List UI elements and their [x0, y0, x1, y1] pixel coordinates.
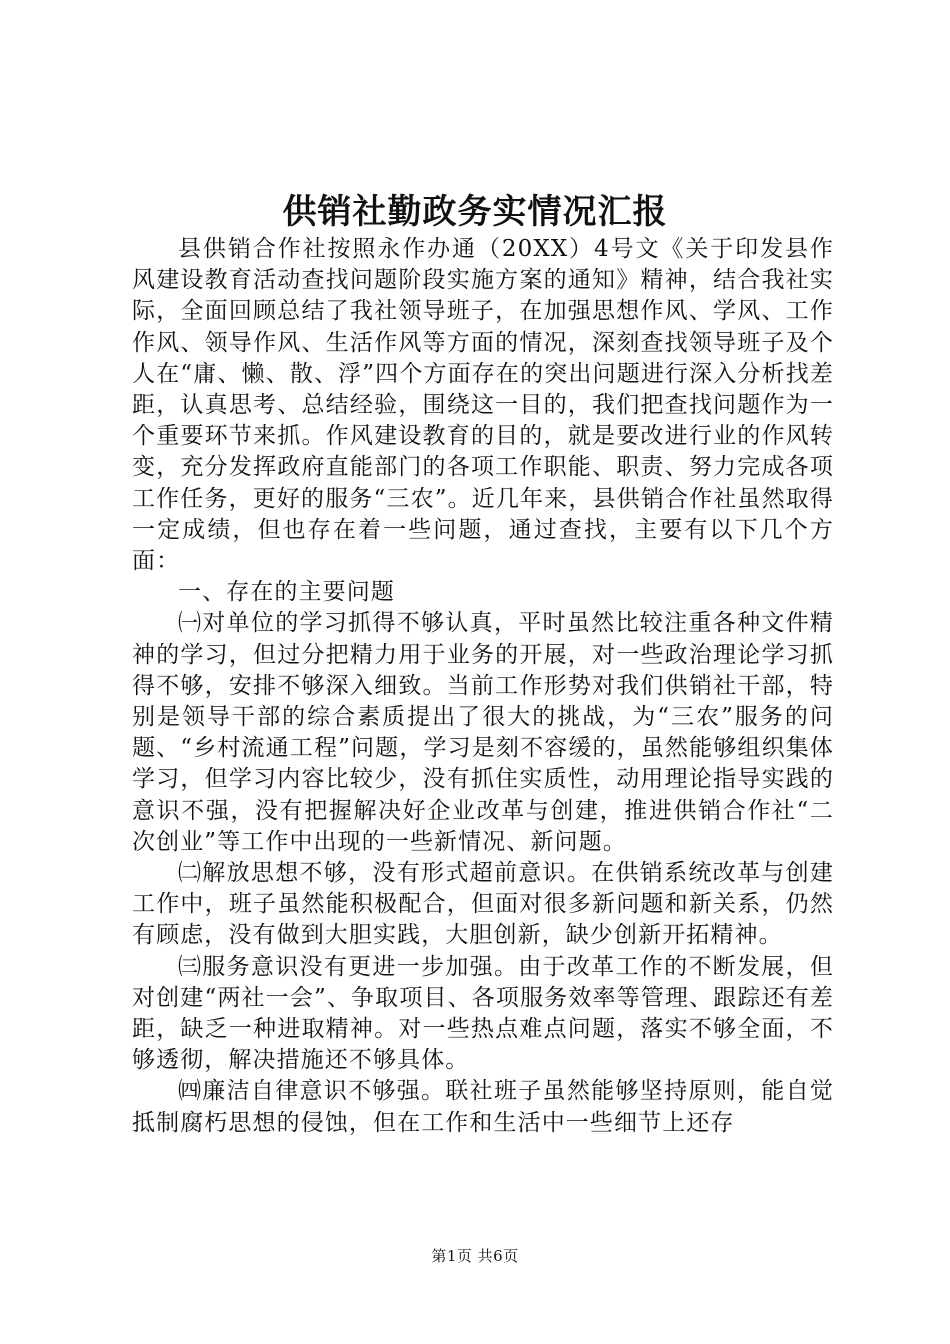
paragraph-item-2: ㈡解放思想不够，没有形式超前意识。在供销系统改革与创建工作中，班子虽然能积极配合，但面对很多新问题和新关系，仍然有顾虑，没有做到大胆实践，大胆创新，缺少创新开拓精神。	[132, 860, 834, 949]
document-body	[132, 234, 834, 1139]
page-footer: 第1页 共6页	[431, 1247, 519, 1265]
paragraph-item-4: ㈣廉洁自律意识不够强。联社班子虽然能够坚持原则，能自觉抵制腐朽思想的侵蚀，但在工作和生活中一些细节上还存	[132, 1078, 834, 1136]
paragraph-item-3: ㈢服务意识没有更进一步加强。由于改革工作的不断发展，但对创建“两社一会”、争取项目、各项服务效率等管理、跟踪还有差距，缺乏一种进取精神。对一些热点难点问题，落实不够全面，不够透彻，解决措施还不够具体。	[132, 953, 834, 1074]
document-title: 供销社勤政务实情况汇报	[282, 192, 668, 232]
intro-paragraph: 县供销合作社按照永作办通（20XX）4号文《关于印发县作风建设教育活动查找问题阶段实施方案的通知》精神，结合我社实际，全面回顾总结了我社领导班子，在加强思想作风、学风、工作作风、领导作风、生活作风等方面的情况，深刻查找领导班子及个人在“庸、懒、散、浮”四个方面存在的突出问题进行深入分析找差距，认真思考、总结经验，围绕这一目的，我们把查找问题作为一个重要环节来抓。作风建设教育的目的，就是要改进行业的作风转变，充分发挥政府直能部门的各项工作职能、职责、努力完成各项工作任务，更好的服务“三农”。近几年来，县供销合作社虽然取得一定成绩，但也存在着一些问题，通过查找，主要有以下几个方面：	[132, 236, 834, 575]
paragraph-item-1: ㈠对单位的学习抓得不够认真，平时虽然比较注重各种文件精神的学习，但过分把精力用于业务的开展，对一些政治理论学习抓得不够，安排不够深入细致。当前工作形势对我们供销社干部，特别是领导干部的综合素质提出了很大的挑战，为“三农”服务的问题、“乡村流通工程”问题，学习是刻不容缓的，虽然能够组织集体学习，但学习内容比较少，没有抓住实质性，动用理论指导实践的意识不强，没有把握解决好企业改革与创建，推进供销合作社“二次创业”等工作中出现的一些新情况、新问题。	[132, 610, 834, 855]
section-heading: 一、存在的主要问题	[178, 579, 395, 606]
